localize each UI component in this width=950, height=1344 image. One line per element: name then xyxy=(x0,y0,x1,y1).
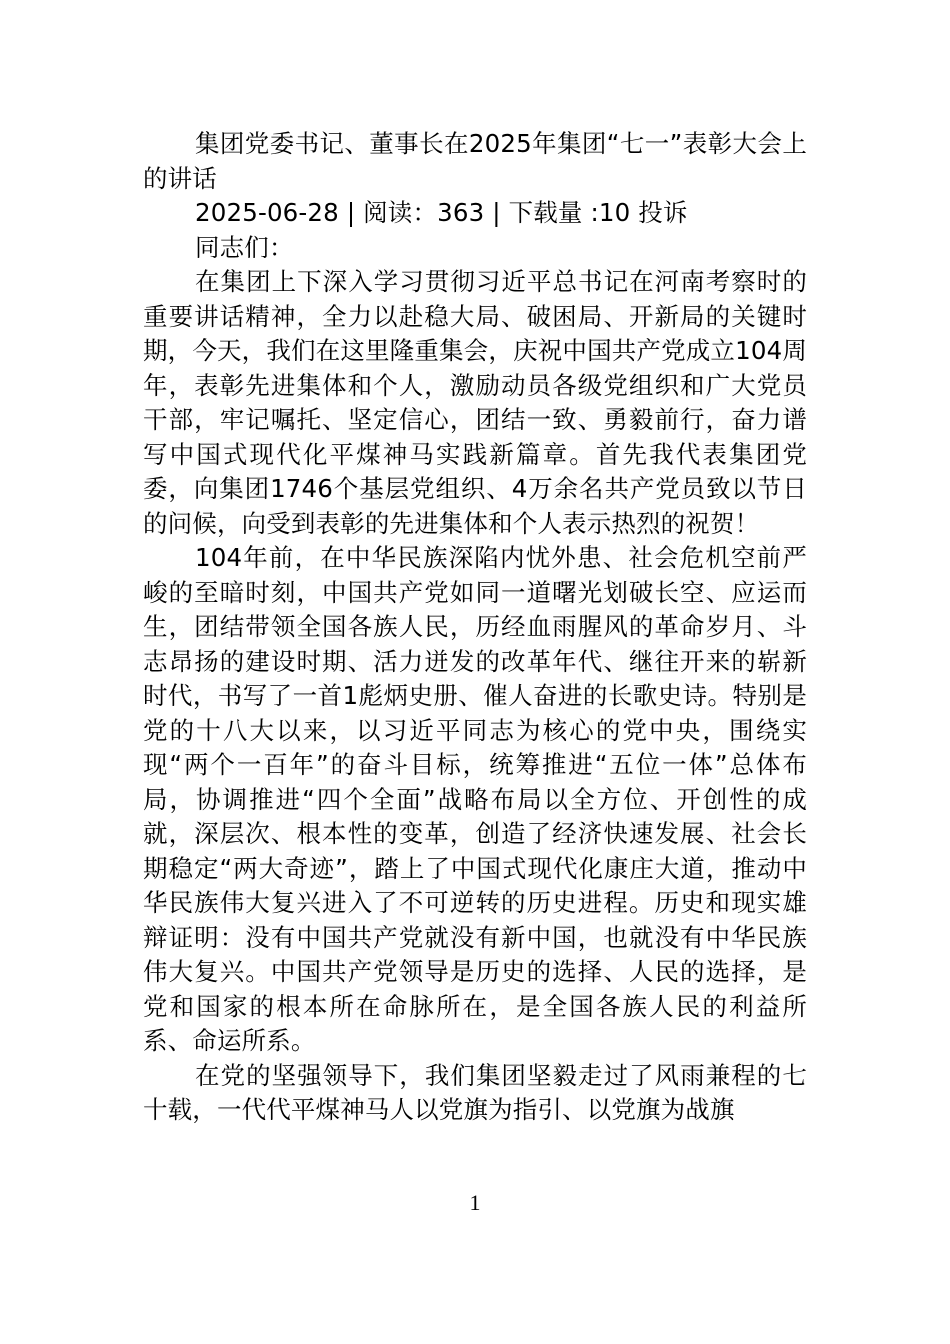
salutation: 同志们： xyxy=(195,232,294,262)
paragraph-2: 104年前，在中华民族深陷内忧外患、社会危机空前严峻的至暗时刻，中国共产党如同一道曙光划破长空、应运而生，团结带领全国各族人民，历经血雨腥风的革命岁月、斗志昂扬的建设时期、活力迸发的改革年代、继往开来的崭新时代，书写了一首1彪炳史册、催人奋进的长歌史诗。特别是党的十八大以来，以习近平同志为核心的党中央，围绕实现“两个一百年”的奋斗目标，统筹推进“五位一体”总体布局，协调推进“四个全面”战略布局以全方位、开创性的成就，深层次、根本性的变革，创造了经济快速发展、社会长期稳定“两大奇迹”，踏上了中国式现代化康庄大道，推动中华民族伟大复兴进入了不可逆转的历史进程。历史和现实雄辩证明：没有中国共产党就没有新中国，也就没有中华民族伟大复兴。中国共产党领导是历史的选择、人民的选择，是党和国家的根本所在命脉所在，是全国各族人民的利益所系、命运所系。 xyxy=(143,543,807,1055)
paragraph-1: 在集团上下深入学习贯彻习近平总书记在河南考察时的重要讲话精神，全力以赴稳大局、破困局、开新局的关键时期，今天，我们在这里隆重集会，庆祝中国共产党成立104周年，表彰先进集体和个人，激励动员各级党组织和广大党员干部，牢记嘱托、坚定信心，团结一致、勇毅前行，奋力谱写中国式现代化平煤神马实践新篇章。首先我代表集团党委，向集团1746个基层党组织、4万余名共产党员致以节日的问候，向受到表彰的先进集体和个人表示热烈的祝贺！ xyxy=(143,267,807,538)
document-title: 集团党委书记、董事长在2025年集团“七一”表彰大会上的讲话 xyxy=(143,129,807,193)
page-number: 1 xyxy=(469,1190,481,1215)
paragraph-3: 在党的坚强领导下，我们集团坚毅走过了风雨兼程的七十载，一代代平煤神马人以党旗为指引、以党旗为战旗 xyxy=(143,1060,807,1124)
document-meta-line: 2025-06-28 | 阅读：363 | 下载量 :10 投诉 xyxy=(195,198,688,227)
document-body xyxy=(143,127,807,1128)
